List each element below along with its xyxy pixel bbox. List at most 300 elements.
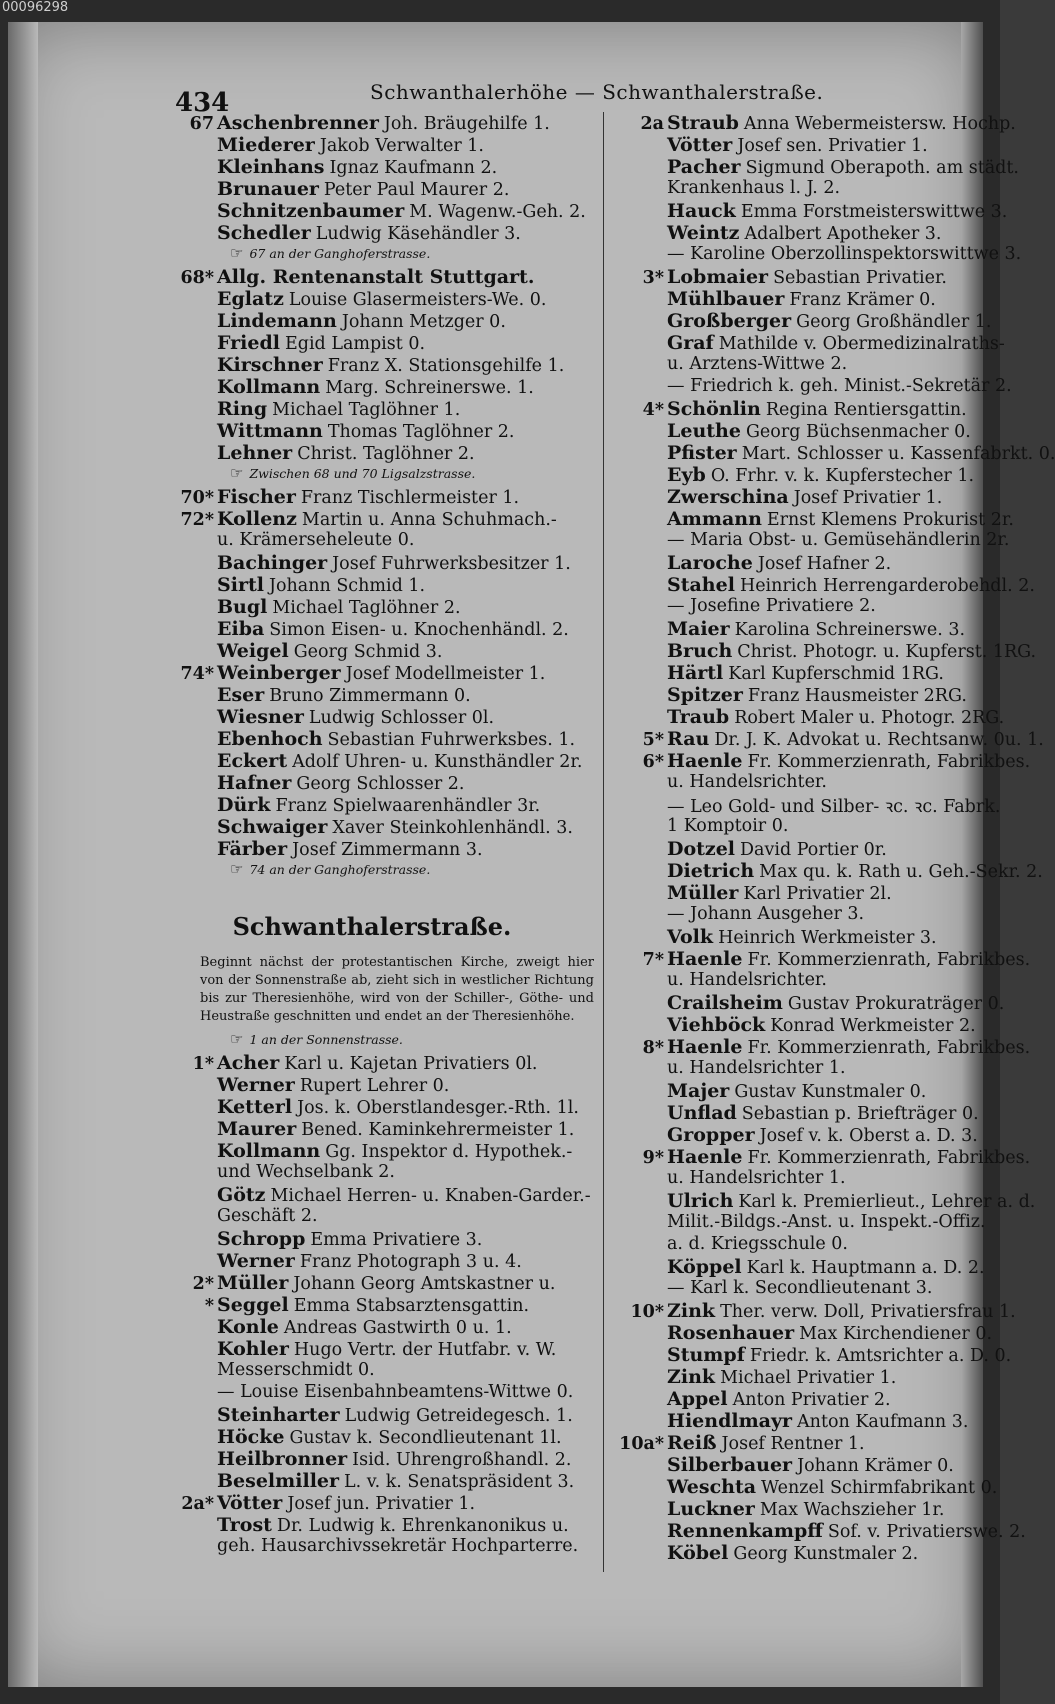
resident-details: Martin u. Anna Schuhmach.- — [301, 510, 557, 530]
directory-entry — [612, 288, 984, 310]
directory-entry — [612, 530, 1010, 552]
resident-name: Graf — [667, 332, 714, 354]
resident-name: Vötter — [217, 1492, 283, 1514]
resident-details: Gustav k. Secondlieutenant 1l. — [289, 1428, 562, 1448]
resident-details: Sebastian Privatier. — [773, 268, 947, 288]
resident-details: — Josefine Privatiere 2. — [667, 596, 876, 616]
directory-entry — [612, 750, 1031, 772]
directory-entry — [172, 1052, 602, 1074]
directory-entry — [172, 772, 602, 794]
directory-entry — [612, 332, 1005, 354]
directory-entry — [612, 1168, 984, 1190]
resident-details: 1 Komptoir 0. — [667, 816, 789, 836]
directory-entry — [612, 1146, 1031, 1168]
resident-name: Eglatz — [217, 288, 284, 310]
directory-entry — [612, 442, 1055, 464]
pointing-hand-icon: ☞ — [230, 860, 244, 878]
resident-details: Johann Schmid 1. — [268, 576, 426, 596]
resident-name: Unflad — [667, 1102, 737, 1124]
resident-details: Louise Glasermeisters-We. 0. — [288, 290, 547, 310]
directory-entry — [172, 684, 602, 706]
resident-name: Leuthe — [667, 420, 741, 442]
directory-entry — [612, 244, 1022, 266]
resident-name: Weschta — [667, 1476, 757, 1498]
resident-name: Viehböck — [667, 1014, 766, 1036]
resident-details: Thomas Taglöhner 2. — [327, 422, 515, 442]
house-number: 6* — [642, 752, 664, 772]
directory-entry — [612, 134, 984, 156]
right-column — [612, 112, 1055, 1564]
resident-name: Haenle — [667, 1146, 743, 1168]
resident-name: Bruch — [667, 640, 733, 662]
resident-details: Karl k. Premierlieut., Lehrer a. d. — [738, 1192, 1036, 1212]
resident-name: Miederer — [217, 134, 315, 156]
resident-name: Laroche — [667, 552, 753, 574]
resident-name: Zink — [667, 1366, 716, 1388]
directory-entry — [172, 1426, 602, 1448]
directory-entry — [172, 552, 602, 574]
directory-entry — [172, 398, 602, 420]
directory-entry — [172, 1492, 602, 1514]
house-number: * — [204, 1296, 214, 1316]
resident-details: Fr. Kommerzienrath, Fabrikbes. — [747, 752, 1031, 772]
directory-entry — [612, 1256, 984, 1278]
resident-details: Franz Krämer 0. — [789, 290, 936, 310]
resident-details: Ther. verw. Doll, Privatiersfrau 1. — [720, 1302, 1016, 1322]
resident-details: Georg Großhändler 1. — [796, 312, 992, 332]
resident-details: Michael Privatier 1. — [720, 1368, 897, 1388]
resident-details: u. Handelsrichter 1. — [667, 1168, 846, 1188]
resident-details: a. d. Kriegsschule 0. — [667, 1234, 848, 1254]
directory-entry — [172, 1316, 602, 1338]
directory-entry — [612, 310, 992, 332]
resident-details: Jos. k. Oberstlandesger.-Rth. 1l. — [297, 1098, 579, 1118]
directory-entry — [612, 662, 984, 684]
resident-name: Reiß — [667, 1432, 717, 1454]
resident-details: Anton Kaufmann 3. — [797, 1412, 969, 1432]
directory-entry — [612, 1520, 1026, 1542]
resident-name: Höcke — [217, 1426, 285, 1448]
resident-details: Dr. J. K. Advokat u. Rechtsanw. 0u. 1. — [714, 730, 1044, 750]
resident-details: Peter Paul Maurer 2. — [323, 180, 510, 200]
resident-details: Franz Tischlermeister 1. — [300, 488, 520, 508]
resident-details: Franz Hausmeister 2RG. — [747, 686, 967, 706]
directory-entry — [172, 640, 602, 662]
resident-name: Ketterl — [217, 1096, 293, 1118]
directory-entry — [612, 266, 984, 288]
directory-entry — [612, 948, 1031, 970]
note-text: 1 an der Sonnenstrasse. — [249, 1032, 403, 1047]
resident-details: Simon Eisen- u. Knochenhändl. 2. — [269, 620, 569, 640]
house-number: 3* — [642, 268, 664, 288]
resident-details: — Maria Obst- u. Gemüsehändlerin 2r. — [667, 530, 1010, 550]
resident-details: Karl Kupferschmid 1RG. — [728, 664, 944, 684]
resident-details: Karl u. Kajetan Privatiers 0l. — [284, 1054, 538, 1074]
house-number: 9* — [642, 1148, 664, 1168]
directory-entry — [172, 200, 602, 222]
resident-details: Fr. Kommerzienrath, Fabrikbes. — [747, 1148, 1031, 1168]
resident-details: Georg Schlosser 2. — [296, 774, 465, 794]
directory-entry — [612, 574, 1035, 596]
directory-entry — [612, 1476, 998, 1498]
resident-details: Adolf Uhren- u. Kunsthändler 2r. — [292, 752, 583, 772]
resident-name: Sirtl — [217, 574, 264, 596]
resident-details: u. Krämerseheleute 0. — [217, 530, 415, 550]
directory-entry — [612, 1542, 984, 1564]
directory-entry — [612, 794, 1001, 817]
directory-entry — [612, 1388, 984, 1410]
resident-details: Franz Spielwaarenhändler 3r. — [275, 796, 541, 816]
resident-details: — Friedrich k. geh. Minist.-Sekretär 2. — [667, 376, 1012, 396]
resident-details: Sebastian Fuhrwerksbes. 1. — [327, 730, 576, 750]
pointing-hand-icon: ☞ — [230, 244, 244, 262]
resident-name: Bachinger — [217, 552, 328, 574]
resident-details: u. Handelsrichter. — [667, 970, 827, 990]
directory-entry — [612, 156, 1019, 178]
directory-entry — [612, 1124, 984, 1146]
directory-entry — [612, 420, 984, 442]
resident-details: Michael Taglöhner 1. — [272, 400, 461, 420]
directory-entry — [172, 354, 602, 376]
directory-entry — [612, 222, 984, 244]
directory-entry — [612, 1080, 984, 1102]
resident-name: Pfister — [667, 442, 737, 464]
resident-name: Kollmann — [217, 1140, 321, 1162]
directory-entry — [612, 970, 984, 992]
resident-name: Färber — [217, 838, 288, 860]
directory-entry — [172, 1470, 602, 1492]
resident-name: Haenle — [667, 750, 743, 772]
resident-name: Traub — [667, 706, 730, 728]
resident-name: Schedler — [217, 222, 311, 244]
resident-details: Sebastian p. Briefträger 0. — [741, 1104, 979, 1124]
resident-name: Pacher — [667, 156, 741, 178]
resident-name: Allg. Rentenanstalt Stuttgart. — [217, 266, 535, 288]
directory-entry — [612, 926, 984, 948]
directory-entry — [612, 838, 984, 860]
directory-entry — [612, 464, 984, 486]
resident-name: Dürk — [217, 794, 271, 816]
resident-name: Wiesner — [217, 706, 304, 728]
resident-details: Mart. Schlosser u. Kassenfabrkt. 0. — [741, 444, 1055, 464]
directory-entry — [612, 618, 984, 640]
directory-entry — [172, 1118, 602, 1140]
house-number: 1* — [192, 1054, 214, 1074]
resident-details: Anna Webermeistersw. Hochp. — [743, 114, 1016, 134]
cross-street-note — [172, 464, 602, 486]
resident-details: Sigmund Oberapoth. am städt. — [745, 158, 1019, 178]
resident-details: Egid Lampist 0. — [284, 334, 426, 354]
resident-details: Ludwig Schlosser 0l. — [308, 708, 495, 728]
pointing-hand-icon: ☞ — [230, 464, 244, 482]
resident-name: Zwerschina — [667, 486, 789, 508]
resident-name: Friedl — [217, 332, 280, 354]
resident-details: Karl k. Hauptmann a. D. 2. — [746, 1258, 985, 1278]
resident-name: Wittmann — [217, 420, 323, 442]
resident-details: Jakob Verwalter 1. — [319, 136, 484, 156]
street-section-title: Schwanthalerstraße. — [232, 912, 512, 941]
house-number: 10a* — [619, 1434, 664, 1454]
resident-details: Gg. Inspektor d. Hypothek.- — [325, 1142, 573, 1162]
resident-name: Kleinhans — [217, 156, 325, 178]
resident-details: Josef Privatier 1. — [793, 488, 943, 508]
resident-details: — Karoline Oberzollinspektorswittwe 3. — [667, 244, 1022, 264]
house-number: 5* — [642, 730, 664, 750]
directory-entry — [612, 684, 984, 706]
resident-name: Lindemann — [217, 310, 337, 332]
resident-name: Silberbauer — [667, 1454, 793, 1476]
directory-entry — [612, 1322, 993, 1344]
note-text: 74 an der Ganghoferstrasse. — [249, 862, 431, 877]
resident-details: Franz X. Stationsgehilfe 1. — [327, 356, 565, 376]
resident-name: Appel — [667, 1388, 728, 1410]
resident-details: David Portier 0r. — [740, 840, 887, 860]
resident-details: Joh. Bräugehilfe 1. — [383, 114, 550, 134]
resident-name: Kollmann — [217, 376, 321, 398]
resident-details: — Louise Eisenbahnbeamtens-Wittwe 0. — [217, 1382, 574, 1402]
resident-name: Crailsheim — [667, 992, 783, 1014]
resident-details: Georg Schmid 3. — [293, 642, 443, 662]
directory-entry — [172, 486, 602, 508]
directory-entry — [612, 1234, 984, 1256]
resident-details: Karolina Schreinerswe. 3. — [734, 620, 966, 640]
directory-entry — [612, 1014, 984, 1036]
resident-details: geh. Hausarchivssekretär Hochparterre. — [217, 1536, 579, 1556]
house-number: 2* — [192, 1274, 214, 1294]
directory-entry — [172, 1228, 602, 1250]
resident-details: Christ. Photogr. u. Kupferst. 1RG. — [737, 642, 1037, 662]
resident-name: Schnitzenbaumer — [217, 200, 405, 222]
house-number: 74* — [180, 664, 214, 684]
resident-details: Karl Privatier 2l. — [743, 884, 892, 904]
resident-details: Johann Krämer 0. — [797, 1456, 954, 1476]
directory-entry — [172, 442, 602, 464]
directory-entry — [172, 728, 602, 750]
resident-details: Christ. Taglöhner 2. — [297, 444, 475, 464]
directory-entry — [172, 706, 602, 728]
resident-details: Milit.-Bildgs.-Anst. u. Inspekt.-Offiz. — [667, 1212, 986, 1232]
resident-details: Josef jun. Privatier 1. — [287, 1494, 476, 1514]
resident-name: Hafner — [217, 772, 292, 794]
directory-entry — [612, 1190, 1036, 1212]
directory-entry — [172, 1382, 602, 1404]
resident-name: Müller — [667, 882, 739, 904]
house-number: 10* — [630, 1302, 664, 1322]
resident-name: Seggel — [217, 1294, 289, 1316]
directory-entry — [172, 530, 602, 552]
resident-details: u. Arztens-Wittwe 2. — [667, 354, 848, 374]
directory-entry — [172, 420, 602, 442]
resident-name: Müller — [217, 1272, 289, 1294]
directory-entry — [612, 1300, 1016, 1322]
resident-name: Eiba — [217, 618, 265, 640]
directory-entry — [612, 640, 1037, 662]
directory-entry — [172, 1448, 602, 1470]
resident-details: Dr. Ludwig k. Ehrenkanonikus u. — [276, 1516, 569, 1536]
resident-name: Fischer — [217, 486, 296, 508]
resident-details: Georg Kunstmaler 2. — [733, 1544, 919, 1564]
resident-details: Heinrich Herrengarderobehdl. 2. — [739, 576, 1035, 596]
directory-entry — [172, 508, 602, 530]
resident-details: Bruno Zimmermann 0. — [269, 686, 471, 706]
resident-name: Straub — [667, 112, 739, 134]
resident-details: Anton Privatier 2. — [732, 1390, 891, 1410]
resident-details: M. Wagenw.-Geh. 2. — [409, 202, 586, 222]
resident-details: Ludwig Getreidegesch. 1. — [344, 1406, 573, 1426]
page-number: 434 — [175, 88, 230, 118]
directory-entry — [172, 1360, 602, 1382]
resident-name: Spitzer — [667, 684, 743, 706]
directory-entry — [612, 1212, 984, 1234]
resident-name: Lobmaier — [667, 266, 769, 288]
resident-name: Aschenbrenner — [217, 112, 379, 134]
directory-entry — [172, 1514, 602, 1536]
resident-details: Gustav Prokuraträger 0. — [787, 994, 1005, 1014]
directory-entry — [172, 310, 602, 332]
pointing-hand-icon: ☞ — [230, 1030, 244, 1048]
directory-entry — [612, 1432, 984, 1454]
directory-entry — [172, 1536, 602, 1558]
directory-entry — [612, 772, 984, 794]
house-number: 4* — [642, 400, 664, 420]
resident-name: Kohler — [217, 1338, 289, 1360]
resident-details: Rupert Lehrer 0. — [299, 1076, 450, 1096]
resident-details: — Karl k. Secondlieutenant 3. — [667, 1278, 933, 1298]
resident-name: Haenle — [667, 1036, 743, 1058]
resident-name: Schönlin — [667, 398, 761, 420]
directory-entry — [172, 178, 602, 200]
resident-details: Fr. Kommerzienrath, Fabrikbes. — [747, 1038, 1031, 1058]
cross-street-note — [172, 860, 602, 882]
resident-name: Maier — [667, 618, 730, 640]
resident-name: Vötter — [667, 134, 733, 156]
resident-details: Sof. v. Privatierswe. 2. — [827, 1522, 1026, 1542]
directory-entry — [612, 486, 984, 508]
resident-details: Georg Büchsenmacher 0. — [745, 422, 971, 442]
directory-entry — [172, 1272, 602, 1294]
directory-entry — [172, 1096, 602, 1118]
directory-entry — [612, 596, 984, 618]
resident-name: Konle — [217, 1316, 279, 1338]
directory-entry — [172, 750, 602, 772]
resident-details: Johann Georg Amtskastner u. — [293, 1274, 556, 1294]
street-description: Beginnt nächst der protestantischen Kirche, zweigt hier von der Sonnenstraße ab, zieht sich in westlicher Richtung bis zur Theresienhöhe, wird von der Schiller-, Göthe- und Heustraße geschnitten und endet an der Theresienhöhe. — [200, 955, 594, 1024]
resident-details: und Wechselbank 2. — [217, 1162, 395, 1182]
resident-details: Adalbert Apotheker 3. — [744, 224, 942, 244]
directory-entry — [612, 992, 1005, 1014]
resident-details: u. Handelsrichter 1. — [667, 1058, 846, 1078]
resident-name: Bugl — [217, 596, 268, 618]
directory-entry — [172, 1338, 602, 1360]
resident-details: Josef v. k. Oberst a. D. 3. — [759, 1126, 978, 1146]
resident-name: Lehner — [217, 442, 293, 464]
directory-entry — [172, 266, 602, 288]
house-number: 7* — [642, 950, 664, 970]
resident-name: Schwaiger — [217, 816, 328, 838]
note-text: 67 an der Ganghoferstrasse. — [249, 246, 431, 261]
resident-name: Haenle — [667, 948, 743, 970]
resident-name: Weinberger — [217, 662, 341, 684]
directory-entry — [172, 134, 602, 156]
resident-name: Weintz — [667, 222, 740, 244]
resident-name: Maurer — [217, 1118, 297, 1140]
directory-entry — [172, 156, 602, 178]
resident-name: Rosenhauer — [667, 1322, 795, 1344]
resident-name: Werner — [217, 1250, 295, 1272]
resident-details: Josef Zimmermann 3. — [292, 840, 483, 860]
directory-entry — [612, 1278, 984, 1300]
directory-entry — [172, 1162, 602, 1184]
resident-name: Steinharter — [217, 1404, 340, 1426]
resident-name: Rennenkampff — [667, 1520, 823, 1542]
cross-street-note — [172, 244, 602, 266]
directory-entry — [612, 1102, 984, 1124]
directory-entry — [172, 794, 602, 816]
directory-entry — [612, 1036, 1031, 1058]
resident-details: Max qu. k. Rath u. Geh.-Sekr. 2. — [759, 862, 1043, 882]
directory-entry — [172, 662, 602, 684]
resident-name: Ring — [217, 398, 268, 420]
resident-details: Andreas Gastwirth 0 u. 1. — [283, 1318, 512, 1338]
resident-name: Weigel — [217, 640, 289, 662]
resident-details: Max Wachszieher 1r. — [759, 1500, 945, 1520]
directory-entry — [612, 1058, 984, 1080]
running-header: Schwanthalerhöhe — Schwanthalerstraße. — [370, 80, 824, 104]
left-column — [172, 112, 602, 1558]
directory-entry — [172, 1404, 602, 1426]
house-number: 68* — [180, 268, 214, 288]
directory-entry — [612, 354, 984, 376]
directory-entry — [172, 332, 602, 354]
resident-details: Josef sen. Privatier 1. — [737, 136, 928, 156]
resident-name: Gropper — [667, 1124, 755, 1146]
directory-entry — [612, 728, 1044, 750]
resident-name: Köppel — [667, 1256, 742, 1278]
directory-entry — [172, 222, 602, 244]
resident-details: Hugo Vertr. der Hutfabr. v. W. — [293, 1340, 557, 1360]
directory-entry — [612, 1410, 984, 1432]
resident-details: Franz Photograph 3 u. 4. — [299, 1252, 522, 1272]
resident-name: Köbel — [667, 1542, 729, 1564]
resident-name: Härtl — [667, 662, 724, 684]
resident-name: Dotzel — [667, 838, 736, 860]
resident-name: Luckner — [667, 1498, 755, 1520]
resident-name: Großberger — [667, 310, 792, 332]
resident-details: Michael Herren- u. Knaben-Garder.- — [270, 1186, 591, 1206]
directory-entry — [172, 574, 602, 596]
resident-name: Ulrich — [667, 1190, 734, 1212]
resident-details: Ernst Klemens Prokurist 2r. — [766, 510, 1014, 530]
directory-entry — [612, 860, 1043, 882]
directory-entry — [172, 1206, 602, 1228]
resident-name: Zink — [667, 1300, 716, 1322]
resident-name: Stumpf — [667, 1344, 745, 1366]
directory-entry — [612, 200, 1008, 222]
resident-name: Dietrich — [667, 860, 755, 882]
directory-entry — [172, 376, 602, 398]
house-number: 67 — [189, 114, 214, 134]
resident-name: Majer — [667, 1080, 730, 1102]
resident-details: Geschäft 2. — [217, 1206, 318, 1226]
resident-details: — Johann Ausgeher 3. — [667, 904, 865, 924]
directory-entry — [612, 376, 1012, 398]
resident-details: Josef Hafner 2. — [757, 554, 892, 574]
house-number: 2a* — [181, 1494, 214, 1514]
resident-name: Beselmiller — [217, 1470, 340, 1492]
resident-details: Josef Modellmeister 1. — [345, 664, 546, 684]
directory-entry — [612, 1498, 984, 1520]
resident-name: Kirschner — [217, 354, 323, 376]
